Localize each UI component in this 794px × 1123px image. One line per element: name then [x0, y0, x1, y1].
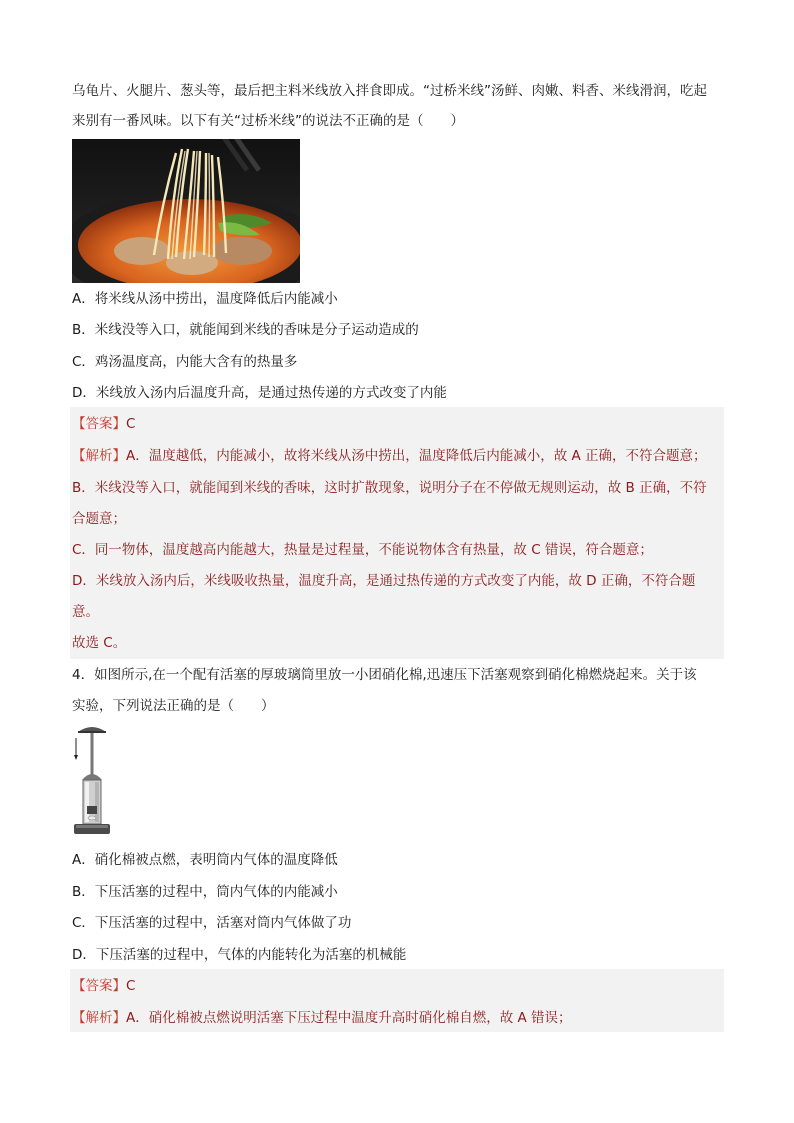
q3-analysis-line6: 意。 [72, 604, 99, 620]
q3-analysis-line1 [72, 446, 707, 466]
q4-answer-tag: 【答案】 [72, 978, 126, 994]
q3-option-c: C．鸡汤温度高，内能大含有的热量多 [72, 354, 298, 370]
q4-option-a: A．硝化棉被点燃，表明筒内气体的温度降低 [72, 852, 338, 868]
q3-stem-line1: 乌龟片、火腿片、葱头等，最后把主料米线放入拌食即成。“过桥米线”汤鲜、肉嫩、料香、米线滑润，吃起 [72, 83, 707, 99]
q3-analysis-tag: 【解析】 [72, 448, 126, 464]
q4-stem-line2: 实验，下列说法正确的是（ ） [72, 698, 275, 714]
q4-option-d: D．下压活塞的过程中，气体的内能转化为活塞的机械能 [72, 947, 407, 963]
q3-option-b: B．米线没等入口，就能闻到米线的香味是分子运动造成的 [72, 322, 419, 338]
q3-answer-tag: 【答案】 [72, 416, 126, 432]
q3-answer-value: C [126, 416, 136, 432]
q3-option-d: D．米线放入汤内后温度升高，是通过热传递的方式改变了内能 [72, 385, 447, 401]
q3-analysis-line4: C．同一物体，温度越高内能越大，热量是过程量，不能说物体含有热量，故 C 错误，符合题意； [72, 542, 653, 558]
q4-stem-line1: 4．如图所示,在一个配有活塞的厚玻璃筒里放一小团硝化棉,迅速压下活塞观察到硝化棉燃烧起来。关于该 [72, 667, 697, 683]
q4-analysis-text-a: A．硝化棉被点燃说明活塞下压过程中温度升高时硝化棉自燃，故 A 错误； [126, 1010, 572, 1026]
q4-analysis-tag: 【解析】 [72, 1010, 126, 1026]
q4-option-b: B．下压活塞的过程中，筒内气体的内能减小 [72, 884, 338, 900]
noodle-soup-photo [72, 139, 300, 283]
q3-analysis-line5: D．米线放入汤内后，米线吸收热量，温度升高，是通过热传递的方式改变了内能，故 D 正确，不符合题 [72, 573, 696, 589]
q3-analysis-line2: B．米线没等入口，就能闻到米线的香味，这时扩散现象，说明分子在不停做无规则运动，故 B 正确，不符 [72, 480, 707, 496]
q3-stem-line2: 来别有一番风味。以下有关“过桥米线”的说法不正确的是（ ） [72, 113, 464, 129]
q4-analysis-line1 [72, 1008, 572, 1028]
piston-cylinder-apparatus [72, 724, 112, 840]
q4-answer-value: C [126, 978, 136, 994]
q3-answer-line [72, 414, 135, 434]
q3-answer-block [70, 407, 724, 659]
q3-option-a: A．将米线从汤中捞出，温度降低后内能减小 [72, 291, 338, 307]
q3-analysis-text-a: A．温度越低，内能减小，故将米线从汤中捞出，温度降低后内能减小，故 A 正确，不符合题意； [126, 448, 707, 464]
q3-analysis-line7: 故选 C。 [72, 635, 127, 651]
q3-analysis-line3: 合题意； [72, 511, 126, 527]
q4-answer-line [72, 976, 135, 996]
q4-option-c: C．下压活塞的过程中，活塞对筒内气体做了功 [72, 915, 352, 931]
